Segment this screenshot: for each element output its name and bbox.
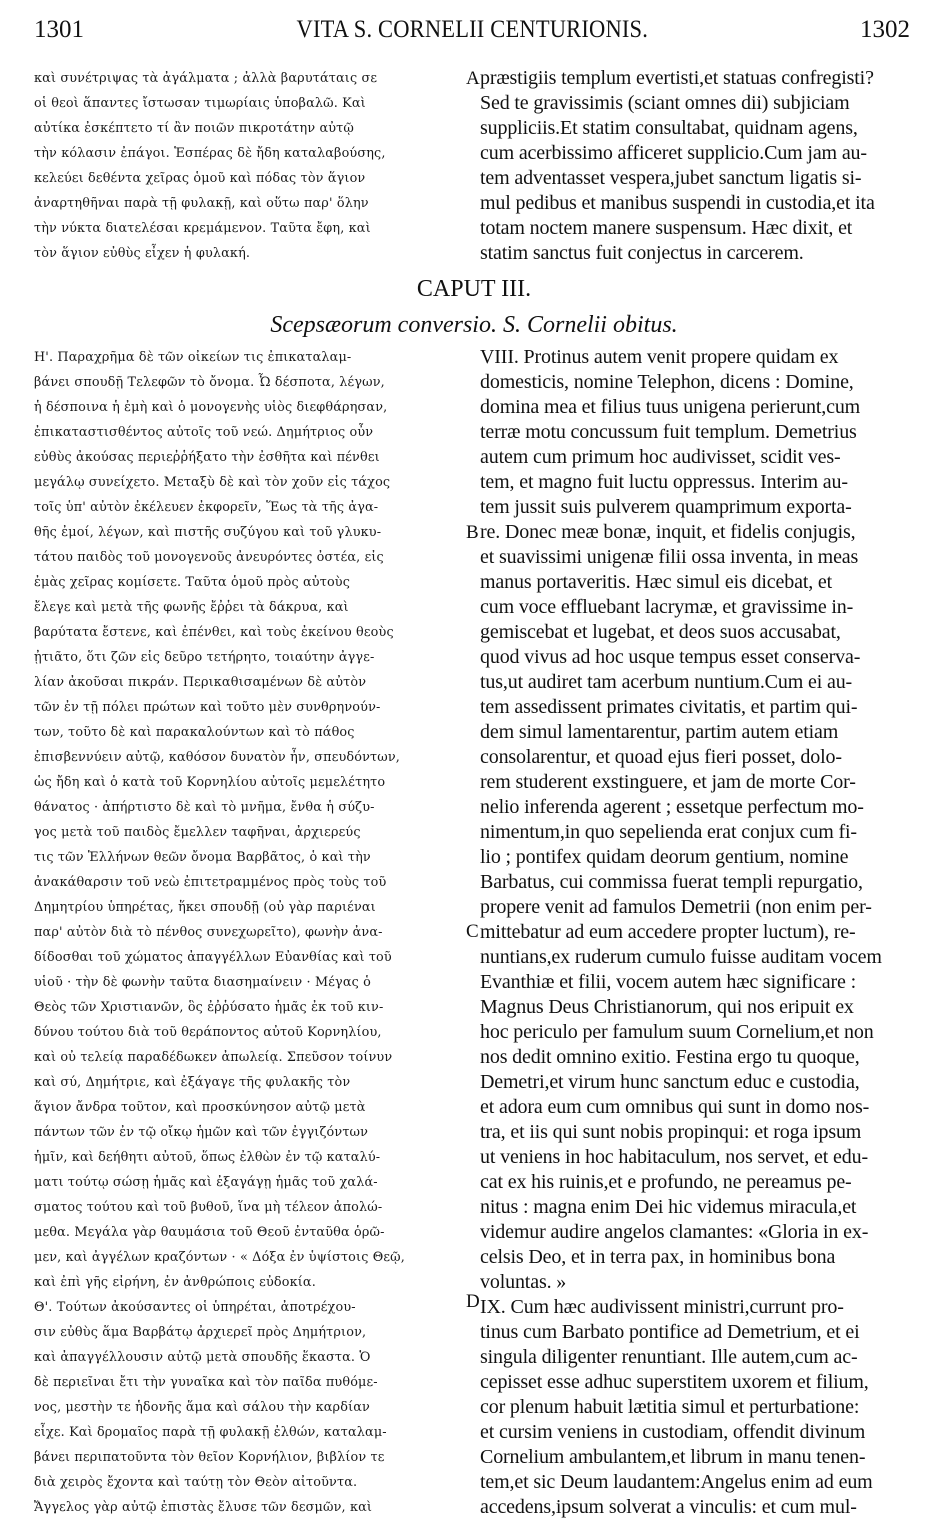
- latin-text-line: quod vivus ad hoc usque tempus esset conserva-: [480, 646, 861, 668]
- latin-text-line: hoc periculo per famulum suum Cornelium,et non: [480, 1021, 874, 1043]
- greek-text-line: βάνει σπουδῇ Τελεφῶν τὸ ὄνομα. Ὦ δέσποτα, λέγων,: [34, 375, 385, 390]
- latin-text-line: re. Donec meæ bonæ, inquit, et fidelis conjugis,: [480, 521, 856, 543]
- latin-text-line: tra, et iis qui sunt nobis propinqui: et roga ipsum: [480, 1121, 862, 1143]
- greek-text-line: γος μετὰ τοῦ παιδὸς ἔμελλεν ταφῆναι, ἀρχιερεύς: [34, 825, 361, 840]
- greek-text-line: Δημητρίου ὑπηρέτας, ἥκει σπουδῇ (οὐ γὰρ παριέναι: [34, 900, 376, 915]
- latin-text-line: cum voce effluebant lacrymæ, et gravissime in-: [480, 596, 854, 618]
- left-page-number: 1301: [34, 16, 84, 43]
- latin-text-line: manus portaveritis. Hæc simul eis dicebat, et: [480, 571, 833, 593]
- greek-text-line: βάνει περιπατοῦντα τὸν θεῖον Κορνήλιον, βιβλίον τε: [34, 1450, 385, 1465]
- latin-text-line: nitus : magna enim Dei hic videmus miracula,et: [480, 1196, 857, 1218]
- greek-text-line: λίαν ἀκοῦσαι πικράν. Περικαθισαμένων δὲ αὐτὸν: [34, 675, 367, 690]
- latin-text-line: mul pedibus et manibus suspendi in custodia,et ita: [480, 192, 875, 214]
- greek-text-line: διὰ χειρὸς ἔχοντα καὶ ταύτῃ τὸν Θεὸν αἰτοῦντα.: [34, 1475, 358, 1490]
- latin-column-main: [480, 345, 920, 1520]
- greek-text-line: αὐτίκα ἐσκέπτετο τί ἂν ποιῶν πικροτάτην αὐτῷ: [34, 121, 354, 136]
- latin-text-line: nuntians,ex ruderum cumulo fuisse auditam vocem: [480, 946, 882, 968]
- latin-text-line: et adora eum cum omnibus qui sunt in domo nos-: [480, 1096, 870, 1118]
- greek-text-line: τάτου παιδὸς τοῦ μονογενοῦς ἀνευρόντες ὀστέα, εἰς: [34, 550, 384, 565]
- latin-text-line: Barbatus, cui commissa fuerat templi repurgatio,: [480, 871, 863, 893]
- greek-text-line: ἐπικαταστισθέντος αὐτοῖς τοῦ νεώ. Δημήτριος οὖν: [34, 425, 374, 440]
- greek-text-line: των, τοῦτο δὲ καὶ παρακαλούντων καὶ τὸ πάθος: [34, 725, 355, 740]
- section-marker-c: C: [466, 921, 479, 942]
- latin-text-line: totam noctem manere suspensum. Hæc dixit, et: [480, 217, 853, 239]
- greek-text-line: υἱοῦ · τὴν δὲ φωνὴν ταῦτα διασημαίνειν · Μέγας ὁ: [34, 975, 372, 990]
- latin-text-line: cepisset esse adhuc superstitem uxorem et filium,: [480, 1371, 869, 1393]
- running-title: VITA S. CORNELII CENTURIONIS.: [296, 16, 648, 43]
- latin-text-line: cor plenum habuit lætitia simul et perturbatione:: [480, 1396, 860, 1418]
- latin-text-line: videmur audire angelos clamantes: «Gloria in ex-: [480, 1221, 869, 1243]
- section-marker-b: B: [466, 522, 479, 543]
- latin-text-line: rem studerent exstinguere, et jam de morte Cor-: [480, 771, 856, 793]
- greek-text-line: μεγάλῳ συνείχετο. Μεταξὺ δὲ καὶ τὸν χοῦν εἰς τάχος: [34, 475, 391, 490]
- latin-text-line: gemiscebat et lugebat, et deos suos accusabat,: [480, 621, 841, 643]
- greek-text-line: ἔλεγε καὶ μετὰ τῆς φωνῆς ἔῤῥει τὰ δάκρυα, καὶ: [34, 600, 349, 615]
- latin-text-line: tem adventasset vespera,jubet sanctum ligatis si-: [480, 167, 862, 189]
- greek-column-top: [34, 66, 464, 266]
- latin-text-line: voluntas. »: [480, 1271, 567, 1293]
- latin-text-line: præstigiis templum evertisti,et statuas confregisti?: [480, 67, 874, 89]
- section-marker-d: D: [466, 1291, 480, 1312]
- latin-text-line: statim sanctus fuit conjectus in carcerem.: [480, 242, 804, 264]
- greek-text-line: καὶ συνέτριψας τὰ ἀγάλματα ; ἀλλὰ βαρυτάταις σε: [34, 71, 378, 86]
- latin-text-line: nelio inferenda agerent ; essetque perfectum mo-: [480, 796, 864, 818]
- section-marker-a: A: [466, 68, 480, 89]
- latin-column-top: [480, 66, 920, 266]
- latin-text-line: tem assedissent primates civitatis, et partim qui-: [480, 696, 858, 718]
- latin-text-line: Cornelium ambulantem,et librum in manu tenen-: [480, 1446, 866, 1468]
- latin-text-line: terræ motu concussum fuit templum. Demetrius: [480, 421, 857, 443]
- greek-text-line: ἐμὰς χεῖρας κομίσετε. Ταῦτα ὁμοῦ πρὸς αὐτοὺς: [34, 575, 351, 590]
- latin-text-line: et cursim veniens in custodiam, offendit divinum: [480, 1421, 866, 1443]
- greek-text-line: ὡς ἤδη καὶ ὁ κατὰ τοῦ Κορνηλίου αὐτοῖς μεμελέτητο: [34, 775, 386, 790]
- latin-text-line: et suavissimi unigenæ filii ossa inventa, in meas: [480, 546, 859, 568]
- latin-text-line: autem cum primum hoc audivisset, scidit ves-: [480, 446, 841, 468]
- greek-text-line: τὸν ἅγιον εὐθὺς εἶχεν ἡ φυλακή.: [34, 246, 251, 261]
- latin-text-line: cum acerbissimo afficeret supplicio.Cum jam au-: [480, 142, 867, 164]
- latin-text-line: nimentum,in quo sepelienda erat conjux cum fi-: [480, 821, 857, 843]
- greek-text-line: ἡμῖν, καὶ δεήθητι αὐτοῦ, ὅπως ἐλθὼν ἐν τῷ καταλύ-: [34, 1150, 381, 1165]
- greek-text-line: κελεύει δεθέντα χεῖρας ὁμοῦ καὶ πόδας τὸν ἅγιον: [34, 171, 366, 186]
- greek-text-line: τοῖς ὑπ' αὐτὸν ἐκέλευεν ἐκφορεῖν, Ἕως τὰ τῆς ἀγα-: [34, 500, 379, 515]
- latin-text-line: tinus cum Barbato pontifice ad Demetrium, et ei: [480, 1321, 860, 1343]
- latin-text-line: accedens,ipsum solverat a vinculis: et cum mul-: [480, 1496, 857, 1518]
- latin-text-line: Evanthiæ et filii, vocem autem hæc significare :: [480, 971, 857, 993]
- greek-text-line: δὲ περιεῖναι ἔτι τὴν γυναῖκα καὶ τὸν παῖδα πυθόμε-: [34, 1375, 378, 1390]
- greek-text-line: βαρύτατα ἔστενε, καὶ ἐπένθει, καὶ τοὺς ἐκείνου θεοὺς: [34, 625, 394, 640]
- latin-text-line: tem, et magno fuit luctu oppressus. Interim au-: [480, 471, 848, 493]
- greek-text-line: σιν εὐθὺς ἅμα Βαρβάτῳ ἀρχιερεῖ πρὸς Δημήτριον,: [34, 1325, 367, 1340]
- latin-text-line: celsis Deo, et in terra pax, in hominibus bona: [480, 1246, 836, 1268]
- greek-text-line: καὶ σύ, Δημήτριε, καὶ ἐξάγαγε τῆς φυλακῆς τὸν: [34, 1075, 351, 1090]
- greek-text-line: μεν, καὶ ἀγγέλων κραζόντων · « Δόξα ἐν ὑψίστοις Θεῷ,: [34, 1250, 405, 1265]
- latin-text-line: cat ex his ruinis,et e profundo, ne pereamus pe-: [480, 1171, 852, 1193]
- latin-text-line: singula diligenter renuntiant. Ille autem,cum ac-: [480, 1346, 858, 1368]
- greek-text-line: δίδοσθαι τοῦ χώματος ἀπαγγέλλων Εὐανθίας καὶ τοῦ: [34, 950, 392, 965]
- greek-text-line: καὶ ἐπὶ γῆς εἰρήνη, ἐν ἀνθρώποις εὐδοκία.: [34, 1275, 316, 1290]
- right-page-number: 1302: [860, 16, 910, 43]
- chapter-subtitle: Scepsæorum conversio. S. Cornelii obitus.: [270, 312, 678, 338]
- latin-text-line: suppliciis.Et statim consultabat, quidnam agens,: [480, 117, 858, 139]
- greek-text-line: Θεὸς τῶν Χριστιανῶν, ὃς ἐῤῥύσατο ἡμᾶς ἐκ τοῦ κιν-: [34, 1000, 384, 1015]
- greek-text-line: εὐθὺς ἀκούσας περιεῤῥήξατο τὴν ἐσθῆτα καὶ πένθει: [34, 450, 380, 465]
- greek-text-line: δύνου τούτου διὰ τοῦ θεράποντος αὐτοῦ Κορνηλίου,: [34, 1025, 382, 1040]
- greek-text-line: Η'. Παραχρῆμα δὲ τῶν οἰκείων τις ἐπικαταλαμ-: [34, 350, 352, 365]
- greek-text-line: παρ' αὐτὸν διὰ τὸ πένθος συνεχωρεῖτο), φωνὴν ἀνα-: [34, 925, 383, 940]
- greek-text-line: καὶ ἀπαγγέλλουσιν αὐτῷ μετὰ σπουδῆς ἕκαστα. Ὁ: [34, 1350, 371, 1365]
- greek-text-line: ἡ δέσποινα ἡ ἐμὴ καὶ ὁ μονογενὴς υἱὸς διεφθάρησαν,: [34, 400, 388, 415]
- greek-text-line: ᾐτιᾶτο, ὅτι ζῶν εἰς δεῦρο τετήρητο, τοιαύτην ἀγγε-: [34, 650, 375, 665]
- latin-text-line: Magnus Deus Christianorum, qui nos eripuit ex: [480, 996, 854, 1018]
- latin-text-line: consolarentur, et quoad ejus fieri posset, dolo-: [480, 746, 842, 768]
- greek-text-line: πάντων τῶν ἐν τῷ οἴκῳ ἡμῶν καὶ τῶν ἐγγιζόντων: [34, 1125, 369, 1140]
- greek-text-line: τῶν ἐν τῇ πόλει πρώτων καὶ τοῦτο μὲν συνθρηνούν-: [34, 700, 381, 715]
- greek-text-line: Ἄγγελος γὰρ αὐτῷ ἐπιστὰς ἔλυσε τῶν δεσμῶν, καὶ: [34, 1500, 373, 1515]
- greek-column-main: [34, 345, 464, 1520]
- greek-text-line: θῆς ἐμοί, λέγων, καὶ πιστῆς συζύγου καὶ τοῦ γλυκυ-: [34, 525, 382, 540]
- latin-text-line: tem jussit suis pulverem quamprimum exporta-: [480, 496, 852, 518]
- latin-text-line: tus,ut audiret tam acerbum nuntium.Cum ei au-: [480, 671, 853, 693]
- greek-text-line: μεθα. Μεγάλα γὰρ θαυμάσια τοῦ Θεοῦ ἐνταῦθα ὁρῶ-: [34, 1225, 385, 1240]
- latin-text-line: Sed te gravissimis (sciant omnes dii) subjiciam: [480, 92, 850, 114]
- greek-text-line: τὴν κόλασιν ἐπάγοι. Ἑσπέρας δὲ ἤδη καταλαβούσης,: [34, 146, 386, 161]
- latin-text-line: domesticis, nomine Telephon, dicens : Domine,: [480, 371, 854, 393]
- greek-text-line: νος, μεστὴν τε ἡδονῆς ἅμα καὶ σάλου τὴν καρδίαν: [34, 1400, 370, 1415]
- chapter-heading: CAPUT III.: [416, 276, 532, 302]
- running-header: [34, 8, 910, 52]
- latin-text-line: VIII. Protinus autem venit propere quidam ex: [480, 346, 839, 368]
- greek-text-line: ἐπισβεννύειν αὐτῷ, καθόσον δυνατὸν ἦν, σπευδόντων,: [34, 750, 401, 765]
- latin-text-line: IX. Cum hæc audivissent ministri,currunt pro-: [480, 1296, 844, 1318]
- greek-text-line: ματι τούτῳ σώσῃ ἡμᾶς καὶ ἐξαγάγῃ ἡμᾶς τοῦ χαλά-: [34, 1175, 378, 1190]
- greek-text-line: Θ'. Τούτων ἀκούσαντες οἱ ὑπηρέται, ἀποτρέχου-: [34, 1300, 356, 1315]
- latin-text-line: lio ; pontifex quidam deorum gentium, nomine: [480, 846, 849, 868]
- latin-text-line: ut veniens in hoc habitaculum, nos servet, et edu-: [480, 1146, 868, 1168]
- greek-text-line: σματος τούτου καὶ τοῦ βυθοῦ, ἵνα μὴ τέλεον ἀπολώ-: [34, 1200, 383, 1215]
- latin-text-line: mittebatur ad eum accedere propter luctum), re-: [480, 921, 856, 943]
- greek-text-line: ἅγιον ἄνδρα τοῦτον, καὶ προσκύνησον αὐτῷ μετὰ: [34, 1100, 366, 1115]
- greek-text-line: εἶχε. Καὶ δρομαῖος παρὰ τῇ φυλακῇ ἐλθών, καταλαμ-: [34, 1425, 387, 1440]
- greek-text-line: οἱ θεοὶ ἅπαντες ἴστωσαν τιμωρίαις ὑποβαλῶ. Καὶ: [34, 96, 366, 111]
- latin-text-line: propere venit ad famulos Demetrii (non enim per-: [480, 896, 872, 918]
- greek-text-line: ἀνακάθαρσιν τοῦ νεὼ ἐπιτετραμμένος πρὸς τοὺς τοῦ: [34, 875, 387, 890]
- greek-text-line: ἀναρτηθῆναι παρὰ τῇ φυλακῇ, καὶ οὕτω παρ' ὅλην: [34, 196, 369, 211]
- latin-text-line: tem,et sic Deum laudantem:Angelus enim ad eum: [480, 1471, 873, 1493]
- latin-text-line: nos dedit omnino exitio. Festina ergo tu quoque,: [480, 1046, 860, 1068]
- greek-text-line: καὶ οὐ τελείᾳ παραδέδωκεν ἀπωλείᾳ. Σπεῦσον τοίνυν: [34, 1050, 393, 1065]
- greek-text-line: τὴν νύκτα διατελέσαι κρεμάμενον. Ταῦτα ἔφη, καὶ: [34, 221, 371, 236]
- greek-text-line: τις τῶν Ἑλλήνων θεῶν ὄνομα Βαρβᾶτος, ὁ καὶ τὴν: [34, 850, 371, 865]
- greek-text-line: θάνατος · ἀπήρτιστο δὲ καὶ τὸ μνῆμα, ἔνθα ἡ σύζυ-: [34, 800, 375, 815]
- latin-text-line: domina mea et filius tuus unigena perierunt,cum: [480, 396, 861, 418]
- latin-text-line: Demetri,et virum hunc sanctum educ e custodia,: [480, 1071, 860, 1093]
- latin-text-line: dem simul lamentarentur, partim autem etiam: [480, 721, 839, 743]
